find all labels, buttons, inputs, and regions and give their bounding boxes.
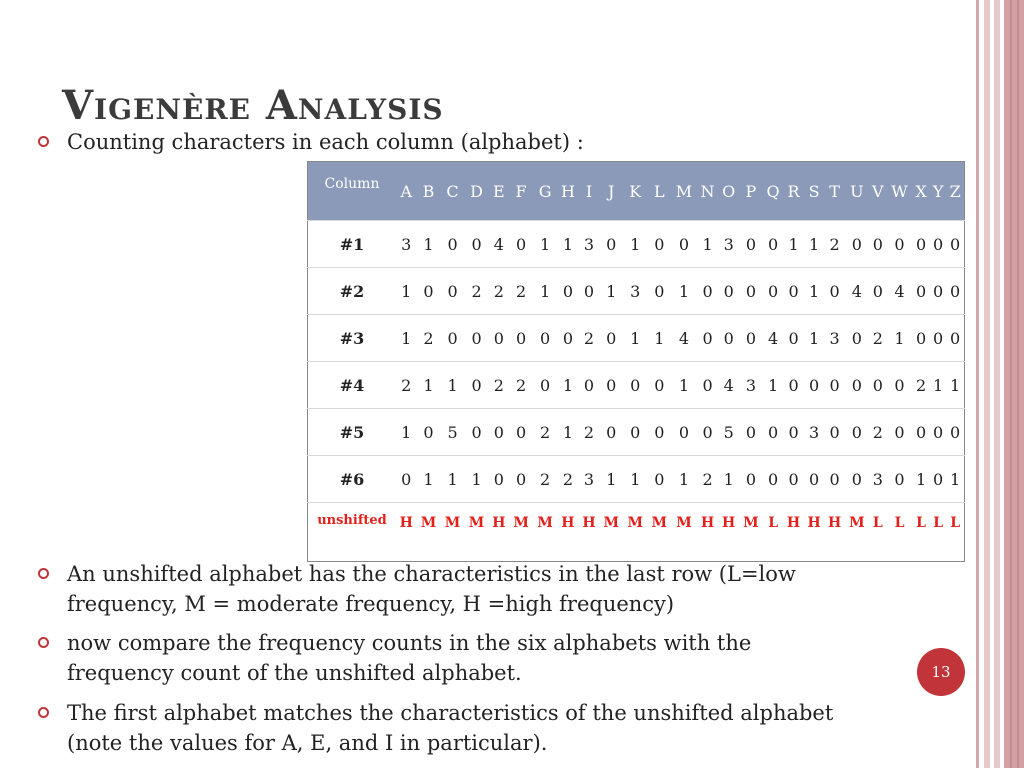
bullet-dot-icon bbox=[38, 136, 49, 147]
count-cell: 1 bbox=[396, 268, 417, 315]
count-cell: 0 bbox=[739, 221, 763, 268]
row-label: #4 bbox=[308, 362, 397, 409]
count-cell: 2 bbox=[579, 409, 600, 456]
count-cell: 1 bbox=[417, 362, 441, 409]
count-cell: 2 bbox=[557, 456, 579, 503]
count-cell: 0 bbox=[579, 362, 600, 409]
decor-stripe bbox=[994, 0, 1000, 768]
bullet-text-line1: An unshifted alphabet has the characteristics in the last row (L=low bbox=[67, 562, 796, 586]
count-cell: 0 bbox=[489, 409, 510, 456]
column-header-letter: B bbox=[417, 162, 441, 221]
column-header-letter: N bbox=[697, 162, 719, 221]
count-cell: 1 bbox=[671, 362, 696, 409]
count-cell: 5 bbox=[718, 409, 739, 456]
column-header-letter: C bbox=[441, 162, 465, 221]
count-cell: 0 bbox=[623, 362, 647, 409]
count-cell: 0 bbox=[599, 315, 623, 362]
count-cell: 0 bbox=[647, 221, 671, 268]
column-header-corner: Column bbox=[308, 162, 397, 221]
frequency-class-cell: L bbox=[930, 503, 946, 562]
count-cell: 0 bbox=[824, 456, 845, 503]
column-header-letter: Z bbox=[946, 162, 964, 221]
frequency-class-cell: M bbox=[417, 503, 441, 562]
count-cell: 5 bbox=[441, 409, 465, 456]
count-cell: 3 bbox=[396, 221, 417, 268]
frequency-class-cell: H bbox=[579, 503, 600, 562]
column-header-letter: A bbox=[396, 162, 417, 221]
count-cell: 0 bbox=[647, 409, 671, 456]
frequency-class-cell: L bbox=[912, 503, 930, 562]
count-cell: 0 bbox=[697, 362, 719, 409]
column-header-letter: D bbox=[465, 162, 489, 221]
count-cell: 0 bbox=[804, 362, 825, 409]
bullet-text: Counting characters in each column (alphabet) : bbox=[67, 130, 584, 154]
count-cell: 0 bbox=[912, 221, 930, 268]
count-cell: 0 bbox=[912, 268, 930, 315]
count-cell: 0 bbox=[647, 268, 671, 315]
count-cell: 0 bbox=[739, 315, 763, 362]
count-cell: 0 bbox=[396, 456, 417, 503]
count-cell: 0 bbox=[804, 456, 825, 503]
row-label: #5 bbox=[308, 409, 397, 456]
table-row bbox=[308, 456, 965, 503]
count-cell: 0 bbox=[845, 409, 869, 456]
count-cell: 4 bbox=[763, 315, 783, 362]
count-cell: 1 bbox=[930, 362, 946, 409]
count-cell: 1 bbox=[946, 456, 964, 503]
column-header-letter: F bbox=[509, 162, 533, 221]
row-label: #6 bbox=[308, 456, 397, 503]
count-cell: 0 bbox=[930, 221, 946, 268]
column-header-letter: U bbox=[845, 162, 869, 221]
count-cell: 0 bbox=[824, 268, 845, 315]
count-cell: 0 bbox=[946, 409, 964, 456]
table-header-row bbox=[308, 162, 965, 221]
column-header-letter: E bbox=[489, 162, 510, 221]
count-cell: 1 bbox=[533, 221, 557, 268]
frequency-table bbox=[307, 161, 965, 562]
count-cell: 0 bbox=[599, 409, 623, 456]
frequency-class-cell: M bbox=[671, 503, 696, 562]
count-cell: 0 bbox=[763, 268, 783, 315]
count-cell: 1 bbox=[887, 315, 913, 362]
frequency-class-cell: L bbox=[869, 503, 887, 562]
decor-stripe bbox=[984, 0, 990, 768]
count-cell: 1 bbox=[465, 456, 489, 503]
row-label: #2 bbox=[308, 268, 397, 315]
frequency-class-cell: M bbox=[465, 503, 489, 562]
frequency-class-cell: H bbox=[557, 503, 579, 562]
count-cell: 0 bbox=[718, 315, 739, 362]
count-cell: 0 bbox=[465, 315, 489, 362]
count-cell: 1 bbox=[417, 456, 441, 503]
count-cell: 0 bbox=[930, 268, 946, 315]
unshifted-row bbox=[308, 503, 965, 562]
column-header-letter: L bbox=[647, 162, 671, 221]
count-cell: 1 bbox=[671, 268, 696, 315]
table-row bbox=[308, 221, 965, 268]
count-cell: 0 bbox=[533, 315, 557, 362]
count-cell: 1 bbox=[763, 362, 783, 409]
frequency-class-cell: L bbox=[946, 503, 964, 562]
count-cell: 0 bbox=[869, 221, 887, 268]
count-cell: 0 bbox=[887, 221, 913, 268]
column-header-letter: J bbox=[599, 162, 623, 221]
count-cell: 2 bbox=[533, 409, 557, 456]
count-cell: 1 bbox=[557, 221, 579, 268]
count-cell: 1 bbox=[623, 456, 647, 503]
count-cell: 0 bbox=[533, 362, 557, 409]
count-cell: 0 bbox=[647, 362, 671, 409]
frequency-class-cell: H bbox=[718, 503, 739, 562]
count-cell: 0 bbox=[697, 315, 719, 362]
count-cell: 0 bbox=[599, 221, 623, 268]
count-cell: 1 bbox=[599, 456, 623, 503]
column-header-letter: Y bbox=[930, 162, 946, 221]
count-cell: 3 bbox=[579, 221, 600, 268]
bullet-dot-icon bbox=[38, 637, 49, 648]
decor-stripe bbox=[1010, 0, 1012, 768]
table-row bbox=[308, 315, 965, 362]
count-cell: 1 bbox=[417, 221, 441, 268]
count-cell: 1 bbox=[912, 456, 930, 503]
count-cell: 0 bbox=[763, 456, 783, 503]
count-cell: 0 bbox=[671, 409, 696, 456]
bullet-text-line1: The first alphabet matches the characteristics of the unshifted alphabet bbox=[67, 701, 834, 725]
count-cell: 3 bbox=[824, 315, 845, 362]
count-cell: 1 bbox=[623, 221, 647, 268]
row-label: #1 bbox=[308, 221, 397, 268]
column-header-letter: Q bbox=[763, 162, 783, 221]
count-cell: 0 bbox=[509, 221, 533, 268]
table-row bbox=[308, 268, 965, 315]
count-cell: 0 bbox=[763, 409, 783, 456]
count-cell: 2 bbox=[579, 315, 600, 362]
row-label: #3 bbox=[308, 315, 397, 362]
count-cell: 1 bbox=[441, 362, 465, 409]
count-cell: 0 bbox=[417, 409, 441, 456]
column-header-letter: P bbox=[739, 162, 763, 221]
frequency-class-cell: M bbox=[441, 503, 465, 562]
bullet-text-line2: (note the values for A, E, and I in particular). bbox=[67, 731, 548, 755]
count-cell: 0 bbox=[930, 409, 946, 456]
frequency-class-cell: H bbox=[824, 503, 845, 562]
count-cell: 0 bbox=[718, 268, 739, 315]
bullet-dot-icon bbox=[38, 707, 49, 718]
count-cell: 1 bbox=[804, 221, 825, 268]
count-cell: 1 bbox=[441, 456, 465, 503]
count-cell: 0 bbox=[887, 362, 913, 409]
count-cell: 2 bbox=[697, 456, 719, 503]
count-cell: 2 bbox=[509, 362, 533, 409]
count-cell: 2 bbox=[509, 268, 533, 315]
count-cell: 0 bbox=[946, 268, 964, 315]
count-cell: 1 bbox=[783, 221, 804, 268]
column-header-letter: O bbox=[718, 162, 739, 221]
count-cell: 1 bbox=[671, 456, 696, 503]
frequency-class-cell: M bbox=[623, 503, 647, 562]
count-cell: 0 bbox=[845, 315, 869, 362]
count-cell: 2 bbox=[417, 315, 441, 362]
count-cell: 3 bbox=[739, 362, 763, 409]
count-cell: 0 bbox=[557, 268, 579, 315]
table-row bbox=[308, 362, 965, 409]
count-cell: 2 bbox=[912, 362, 930, 409]
count-cell: 0 bbox=[739, 268, 763, 315]
count-cell: 0 bbox=[783, 268, 804, 315]
count-cell: 0 bbox=[417, 268, 441, 315]
count-cell: 0 bbox=[579, 268, 600, 315]
count-cell: 3 bbox=[623, 268, 647, 315]
count-cell: 0 bbox=[441, 315, 465, 362]
frequency-class-cell: M bbox=[647, 503, 671, 562]
count-cell: 1 bbox=[557, 362, 579, 409]
frequency-class-cell: L bbox=[763, 503, 783, 562]
count-cell: 2 bbox=[869, 315, 887, 362]
frequency-class-cell: H bbox=[489, 503, 510, 562]
count-cell: 4 bbox=[489, 221, 510, 268]
count-cell: 1 bbox=[804, 268, 825, 315]
count-cell: 0 bbox=[930, 456, 946, 503]
count-cell: 0 bbox=[845, 221, 869, 268]
count-cell: 3 bbox=[579, 456, 600, 503]
column-header-letter: H bbox=[557, 162, 579, 221]
page-number-badge: 13 bbox=[917, 648, 965, 696]
frequency-class-cell: M bbox=[599, 503, 623, 562]
count-cell: 0 bbox=[623, 409, 647, 456]
count-cell: 4 bbox=[718, 362, 739, 409]
count-cell: 0 bbox=[509, 409, 533, 456]
count-cell: 0 bbox=[465, 362, 489, 409]
count-cell: 0 bbox=[441, 268, 465, 315]
count-cell: 1 bbox=[623, 315, 647, 362]
count-cell: 0 bbox=[887, 409, 913, 456]
count-cell: 0 bbox=[489, 456, 510, 503]
count-cell: 2 bbox=[533, 456, 557, 503]
bullet-text-line1: now compare the frequency counts in the six alphabets with the bbox=[67, 631, 752, 655]
count-cell: 0 bbox=[489, 315, 510, 362]
count-cell: 0 bbox=[912, 315, 930, 362]
decor-stripe bbox=[976, 0, 979, 768]
count-cell: 0 bbox=[783, 456, 804, 503]
count-cell: 1 bbox=[599, 268, 623, 315]
count-cell: 0 bbox=[783, 315, 804, 362]
count-cell: 1 bbox=[533, 268, 557, 315]
count-cell: 0 bbox=[912, 409, 930, 456]
count-cell: 2 bbox=[869, 409, 887, 456]
count-cell: 0 bbox=[946, 221, 964, 268]
column-header-letter: W bbox=[887, 162, 913, 221]
frequency-class-cell: M bbox=[739, 503, 763, 562]
frequency-class-cell: H bbox=[783, 503, 804, 562]
count-cell: 1 bbox=[697, 221, 719, 268]
unshifted-label: unshifted bbox=[308, 503, 397, 562]
frequency-class-cell: M bbox=[845, 503, 869, 562]
bullet-text-line2: frequency, M = moderate frequency, H =high frequency) bbox=[67, 592, 675, 616]
count-cell: 0 bbox=[739, 409, 763, 456]
slide-title: Vigenère Analysis bbox=[62, 82, 444, 129]
count-cell: 1 bbox=[647, 315, 671, 362]
decor-stripe bbox=[1004, 0, 1024, 768]
count-cell: 0 bbox=[783, 362, 804, 409]
count-cell: 2 bbox=[489, 268, 510, 315]
count-cell: 2 bbox=[824, 221, 845, 268]
count-cell: 1 bbox=[804, 315, 825, 362]
frequency-class-cell: M bbox=[533, 503, 557, 562]
column-header-letter: G bbox=[533, 162, 557, 221]
count-cell: 0 bbox=[697, 268, 719, 315]
count-cell: 1 bbox=[946, 362, 964, 409]
frequency-class-cell: H bbox=[697, 503, 719, 562]
count-cell: 0 bbox=[739, 456, 763, 503]
column-header-letter: M bbox=[671, 162, 696, 221]
count-cell: 0 bbox=[845, 362, 869, 409]
count-cell: 0 bbox=[509, 456, 533, 503]
column-header-letter: T bbox=[824, 162, 845, 221]
count-cell: 2 bbox=[489, 362, 510, 409]
count-cell: 3 bbox=[869, 456, 887, 503]
count-cell: 0 bbox=[465, 409, 489, 456]
count-cell: 4 bbox=[887, 268, 913, 315]
count-cell: 0 bbox=[697, 409, 719, 456]
count-cell: 0 bbox=[557, 315, 579, 362]
column-header-letter: R bbox=[783, 162, 804, 221]
column-header-letter: K bbox=[623, 162, 647, 221]
count-cell: 0 bbox=[845, 456, 869, 503]
count-cell: 0 bbox=[465, 221, 489, 268]
count-cell: 2 bbox=[465, 268, 489, 315]
count-cell: 1 bbox=[557, 409, 579, 456]
count-cell: 0 bbox=[647, 456, 671, 503]
count-cell: 0 bbox=[824, 362, 845, 409]
table-row bbox=[308, 409, 965, 456]
count-cell: 0 bbox=[946, 315, 964, 362]
count-cell: 0 bbox=[671, 221, 696, 268]
count-cell: 2 bbox=[396, 362, 417, 409]
column-header-letter: V bbox=[869, 162, 887, 221]
frequency-class-cell: H bbox=[396, 503, 417, 562]
count-cell: 0 bbox=[930, 315, 946, 362]
column-header-letter: I bbox=[579, 162, 600, 221]
count-cell: 3 bbox=[718, 221, 739, 268]
count-cell: 3 bbox=[804, 409, 825, 456]
count-cell: 0 bbox=[763, 221, 783, 268]
count-cell: 0 bbox=[783, 409, 804, 456]
count-cell: 0 bbox=[509, 315, 533, 362]
count-cell: 4 bbox=[845, 268, 869, 315]
count-cell: 1 bbox=[718, 456, 739, 503]
decor-stripe bbox=[1017, 0, 1019, 768]
count-cell: 0 bbox=[887, 456, 913, 503]
frequency-class-cell: M bbox=[509, 503, 533, 562]
count-cell: 0 bbox=[441, 221, 465, 268]
count-cell: 1 bbox=[396, 409, 417, 456]
count-cell: 0 bbox=[599, 362, 623, 409]
bullet-text-line2: frequency count of the unshifted alphabet. bbox=[67, 661, 522, 685]
count-cell: 1 bbox=[396, 315, 417, 362]
column-header-letter: X bbox=[912, 162, 930, 221]
count-cell: 0 bbox=[869, 268, 887, 315]
frequency-class-cell: H bbox=[804, 503, 825, 562]
bullet-dot-icon bbox=[38, 568, 49, 579]
column-header-letter: S bbox=[804, 162, 825, 221]
count-cell: 4 bbox=[671, 315, 696, 362]
count-cell: 0 bbox=[869, 362, 887, 409]
count-cell: 0 bbox=[824, 409, 845, 456]
frequency-class-cell: L bbox=[887, 503, 913, 562]
